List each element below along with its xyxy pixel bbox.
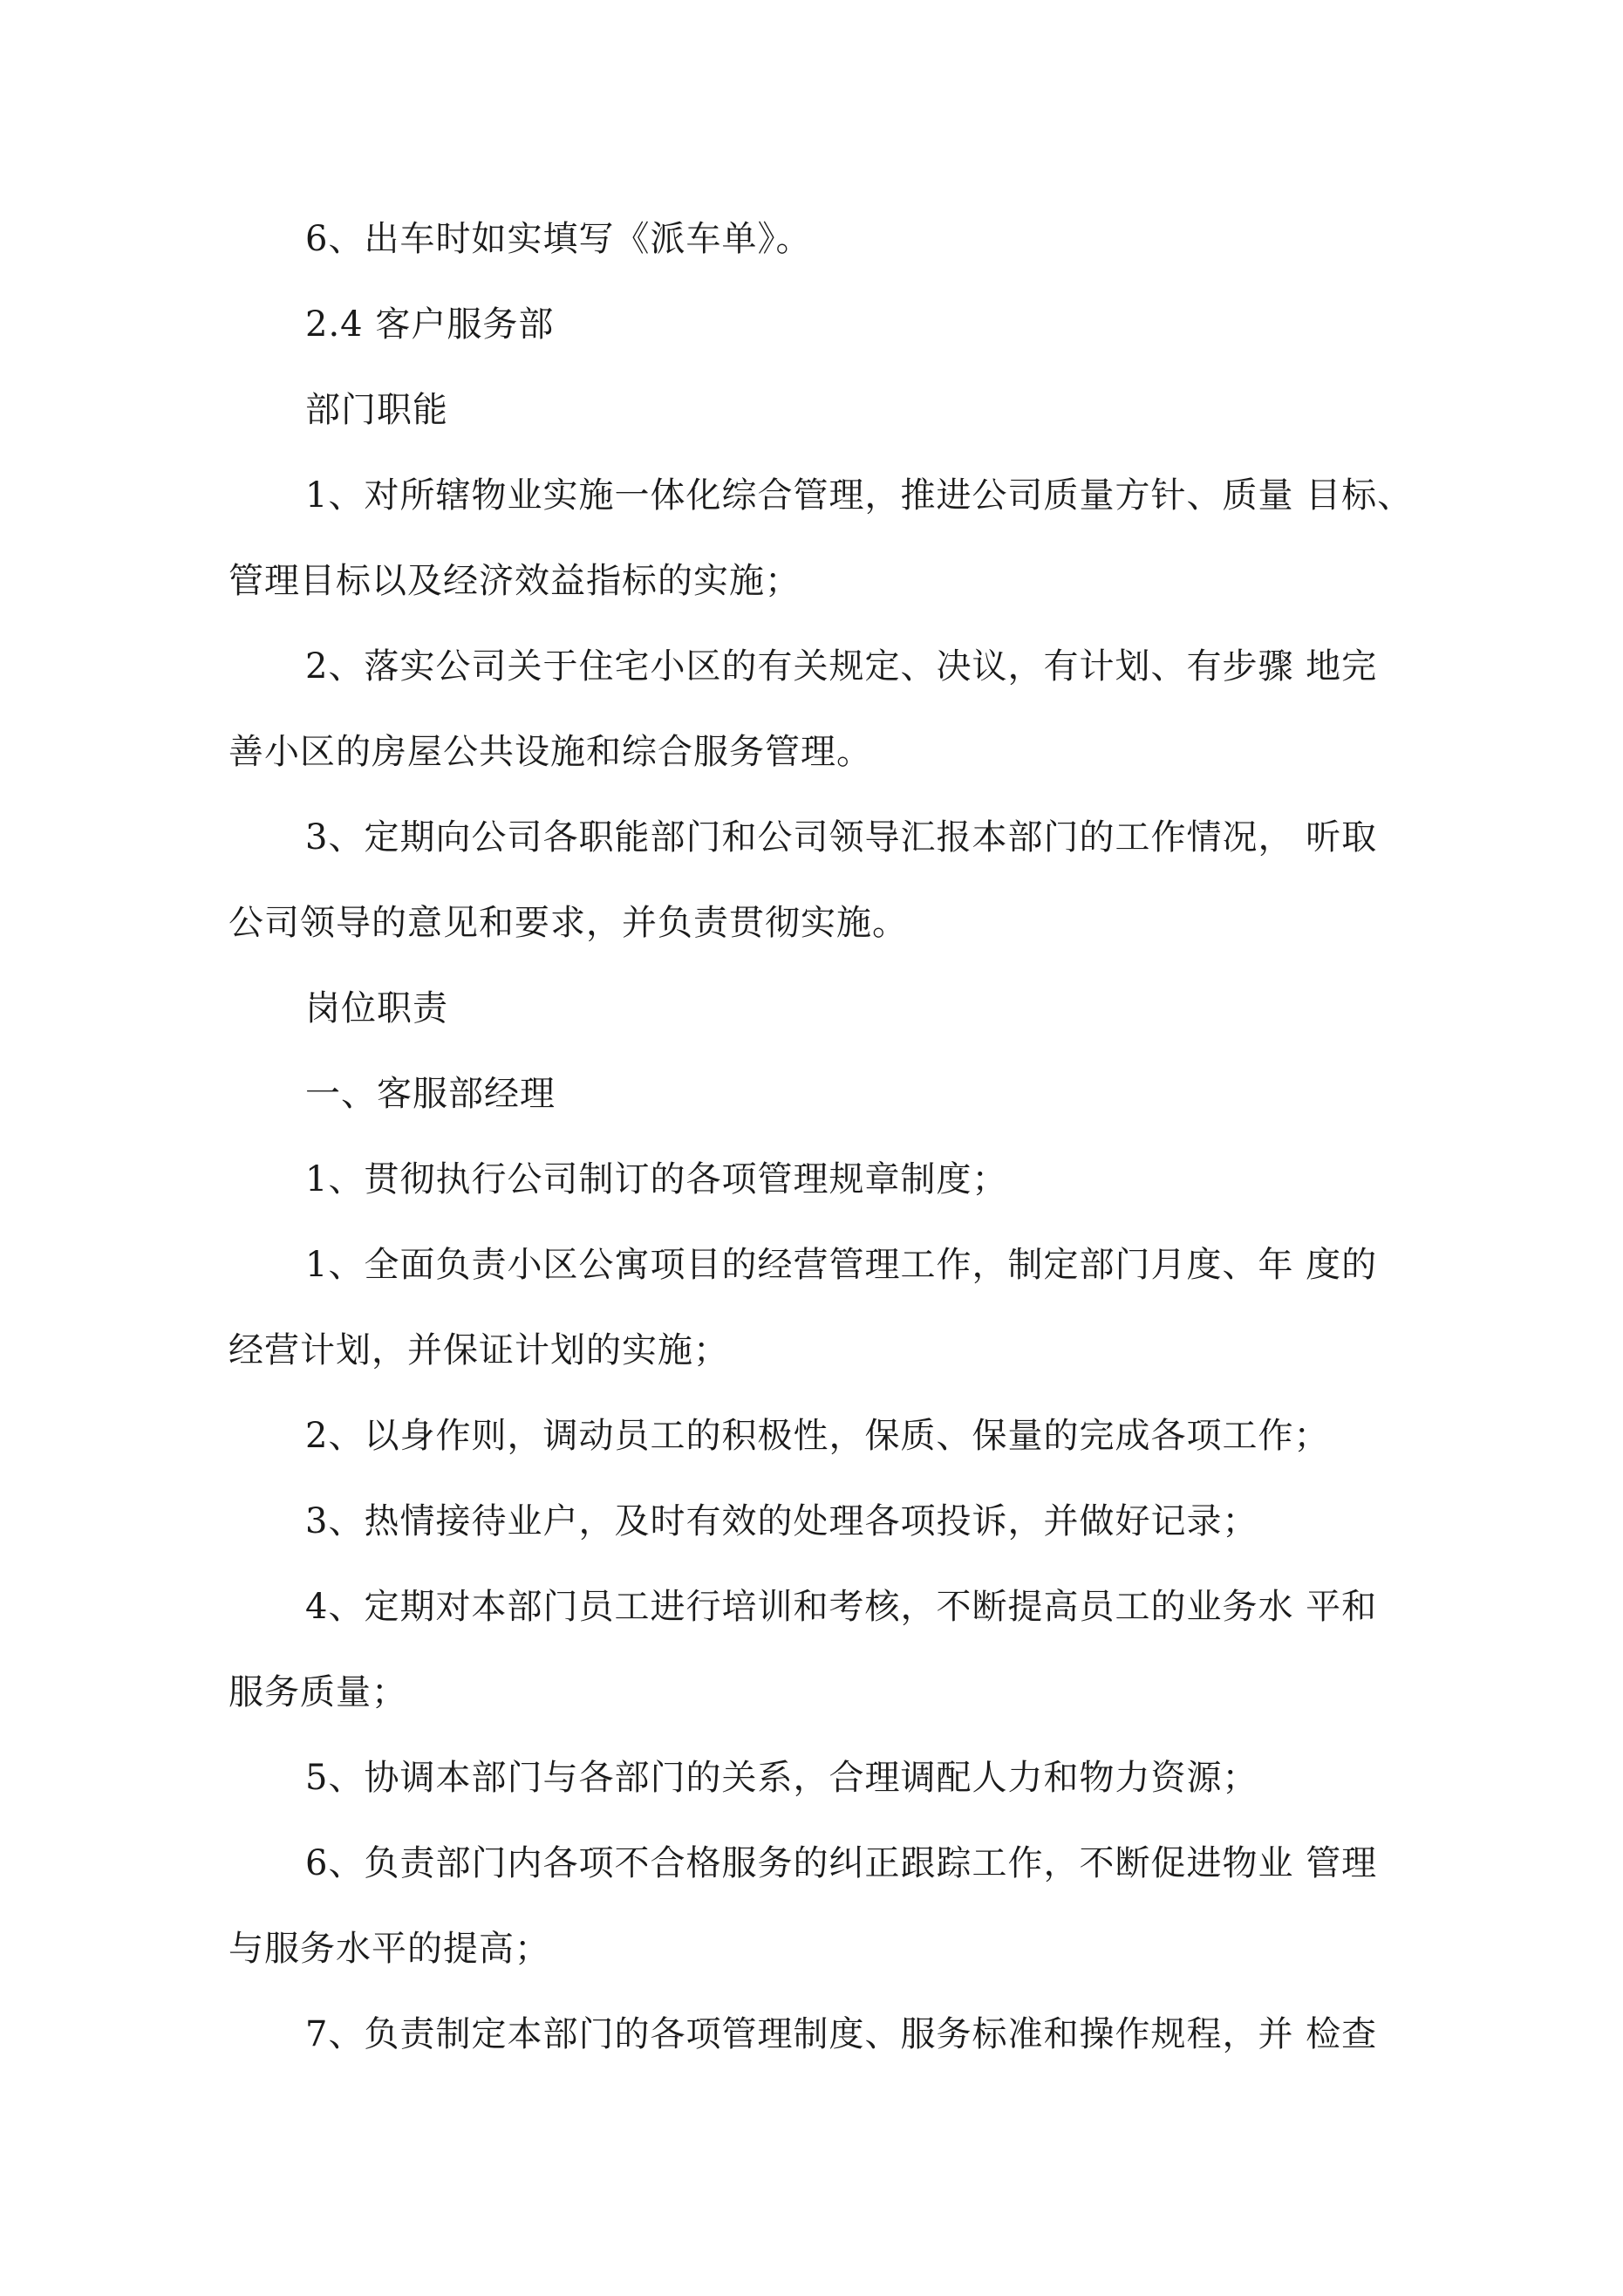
text-line: 4、定期对本部门员工进行培训和考核，不断提高员工的业务水 平和 bbox=[305, 1587, 1378, 1627]
text-line: 管理目标以及经济效益指标的实施； bbox=[228, 561, 801, 601]
text-line: 5、协调本部门与各部门的关系，合理调配人力和物力资源； bbox=[305, 1758, 1258, 1798]
text-line: 7、负责制定本部门的各项管理制度、服务标准和操作规程，并 检查 bbox=[305, 2014, 1378, 2054]
text-line: 经营计划，并保证计划的实施； bbox=[228, 1330, 729, 1370]
text-line: 6、出车时如实填写《派车单》。 bbox=[305, 219, 812, 259]
subsection-heading: 岗位职责 bbox=[305, 988, 448, 1028]
subsection-heading: 部门职能 bbox=[305, 390, 448, 430]
text-line: 服务质量； bbox=[228, 1672, 407, 1712]
section-heading: 2.4 客户服务部 bbox=[305, 304, 555, 345]
text-line: 与服务水平的提高； bbox=[228, 1929, 550, 1969]
text-line: 善小区的房屋公共设施和综合服务管理。 bbox=[228, 732, 872, 772]
text-line: 3、定期向公司各职能部门和公司领导汇报本部门的工作情况， 听取 bbox=[305, 817, 1378, 858]
text-line: 2、落实公司关于住宅小区的有关规定、决议，有计划、有步骤 地完 bbox=[305, 646, 1378, 687]
text-line: 1、全面负责小区公寓项目的经营管理工作，制定部门月度、年 度的 bbox=[305, 1245, 1378, 1285]
text-line: 1、贯彻执行公司制订的各项管理规章制度； bbox=[305, 1159, 1008, 1199]
text-line: 1、对所辖物业实施一体化综合管理，推进公司质量方针、质量 目标、 bbox=[305, 475, 1414, 516]
text-line: 2、以身作则，调动员工的积极性，保质、保量的完成各项工作； bbox=[305, 1416, 1330, 1456]
text-line: 公司领导的意见和要求，并负责贯彻实施。 bbox=[228, 903, 908, 943]
text-line: 6、负责部门内各项不合格服务的纠正跟踪工作，不断促进物业 管理 bbox=[305, 1843, 1378, 1883]
text-line: 3、热情接待业户，及时有效的处理各项投诉，并做好记录； bbox=[305, 1501, 1258, 1541]
role-heading: 一、客服部经理 bbox=[305, 1074, 556, 1114]
